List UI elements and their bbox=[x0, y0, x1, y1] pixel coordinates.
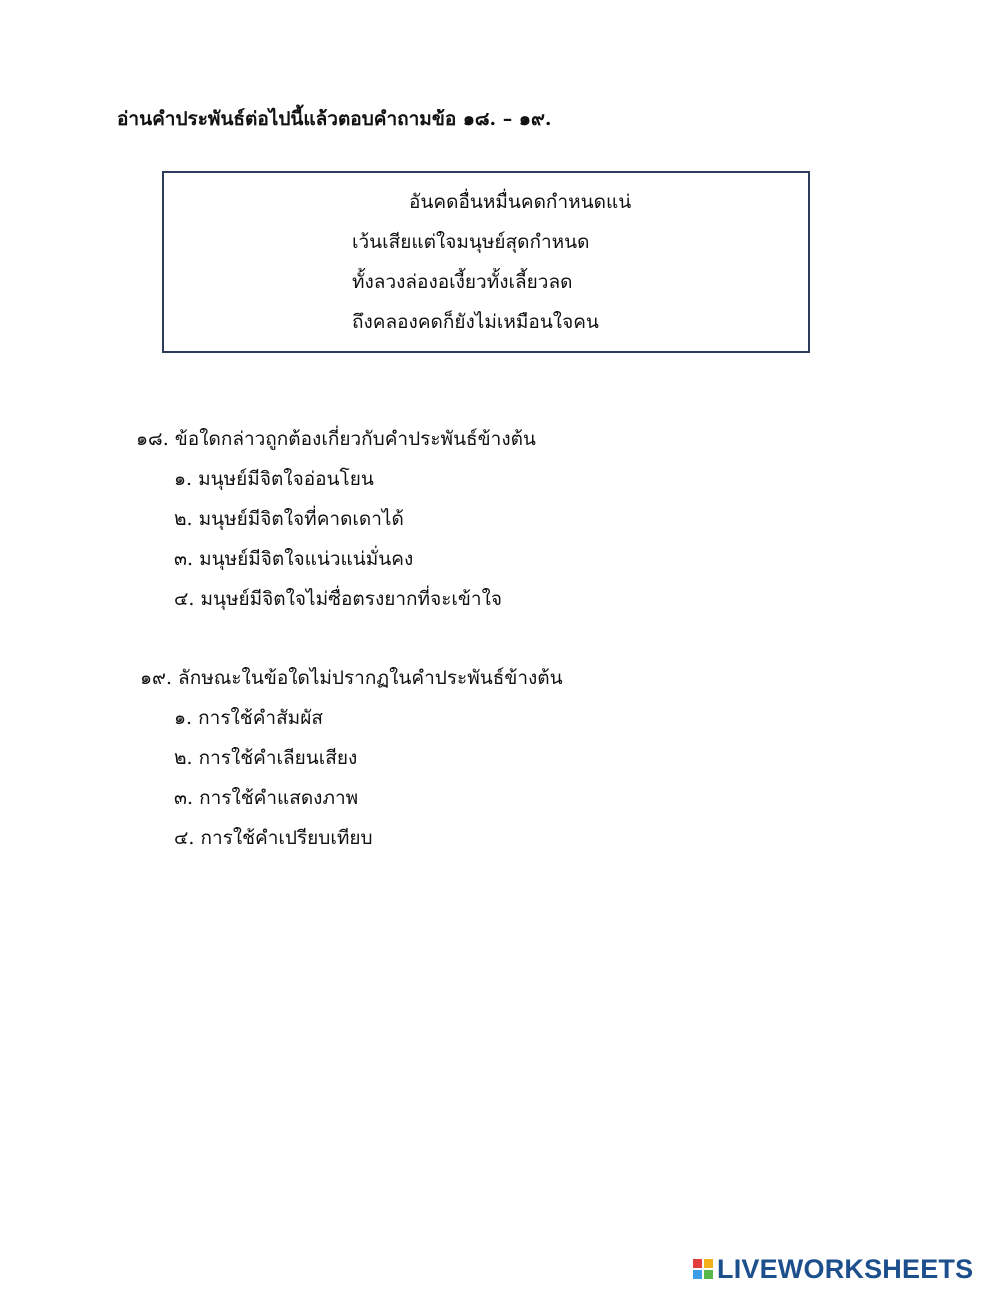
poem-line-3: ทั้งลวงล่องอเงี้ยวทั้งเลี้ยวลด bbox=[352, 271, 573, 293]
instruction-heading: อ่านคำประพันธ์ต่อไปนี้แล้วตอบคำถามข้อ ๑๘. – ๑๙. bbox=[117, 108, 552, 130]
brand-name: LIVEWORKSHEETS bbox=[717, 1253, 974, 1284]
question-19-choice-2[interactable]: ๒. การใช้คำเลียนเสียง bbox=[174, 747, 358, 769]
poem-line-1: อันคดอื่นหมื่นคดกำหนดแน่ bbox=[409, 191, 632, 213]
question-18-choice-4[interactable]: ๔. มนุษย์มีจิตใจไม่ซื่อตรงยากที่จะเข้าใจ bbox=[174, 588, 502, 610]
question-18: ๑๘. ข้อใดกล่าวถูกต้องเกี่ยวกับคำประพันธ์ข้างต้น bbox=[136, 428, 536, 450]
poem-box bbox=[162, 171, 810, 353]
liveworksheets-brand bbox=[692, 1254, 973, 1284]
question-18-choice-3[interactable]: ๓. มนุษย์มีจิตใจแน่วแน่มั่นคง bbox=[174, 548, 414, 570]
question-18-choice-1[interactable]: ๑. มนุษย์มีจิตใจอ่อนโยน bbox=[174, 468, 374, 490]
question-19-choice-4[interactable]: ๔. การใช้คำเปรียบเทียบ bbox=[174, 827, 373, 849]
poem-line-4: ถึงคลองคดก็ยังไม่เหมือนใจคน bbox=[352, 311, 599, 333]
question-18-choice-2[interactable]: ๒. มนุษย์มีจิตใจที่คาดเดาได้ bbox=[174, 508, 404, 530]
question-19: ๑๙. ลักษณะในข้อใดไม่ปรากฏในคำประพันธ์ข้างต้น bbox=[140, 667, 563, 689]
question-19-choice-3[interactable]: ๓. การใช้คำแสดงภาพ bbox=[174, 787, 359, 809]
poem-line-2: เว้นเสียแต่ใจมนุษย์สุดกำหนด bbox=[352, 231, 590, 253]
question-19-choice-1[interactable]: ๑. การใช้คำสัมผัส bbox=[174, 707, 323, 729]
liveworksheets-logo-icon bbox=[692, 1258, 714, 1280]
